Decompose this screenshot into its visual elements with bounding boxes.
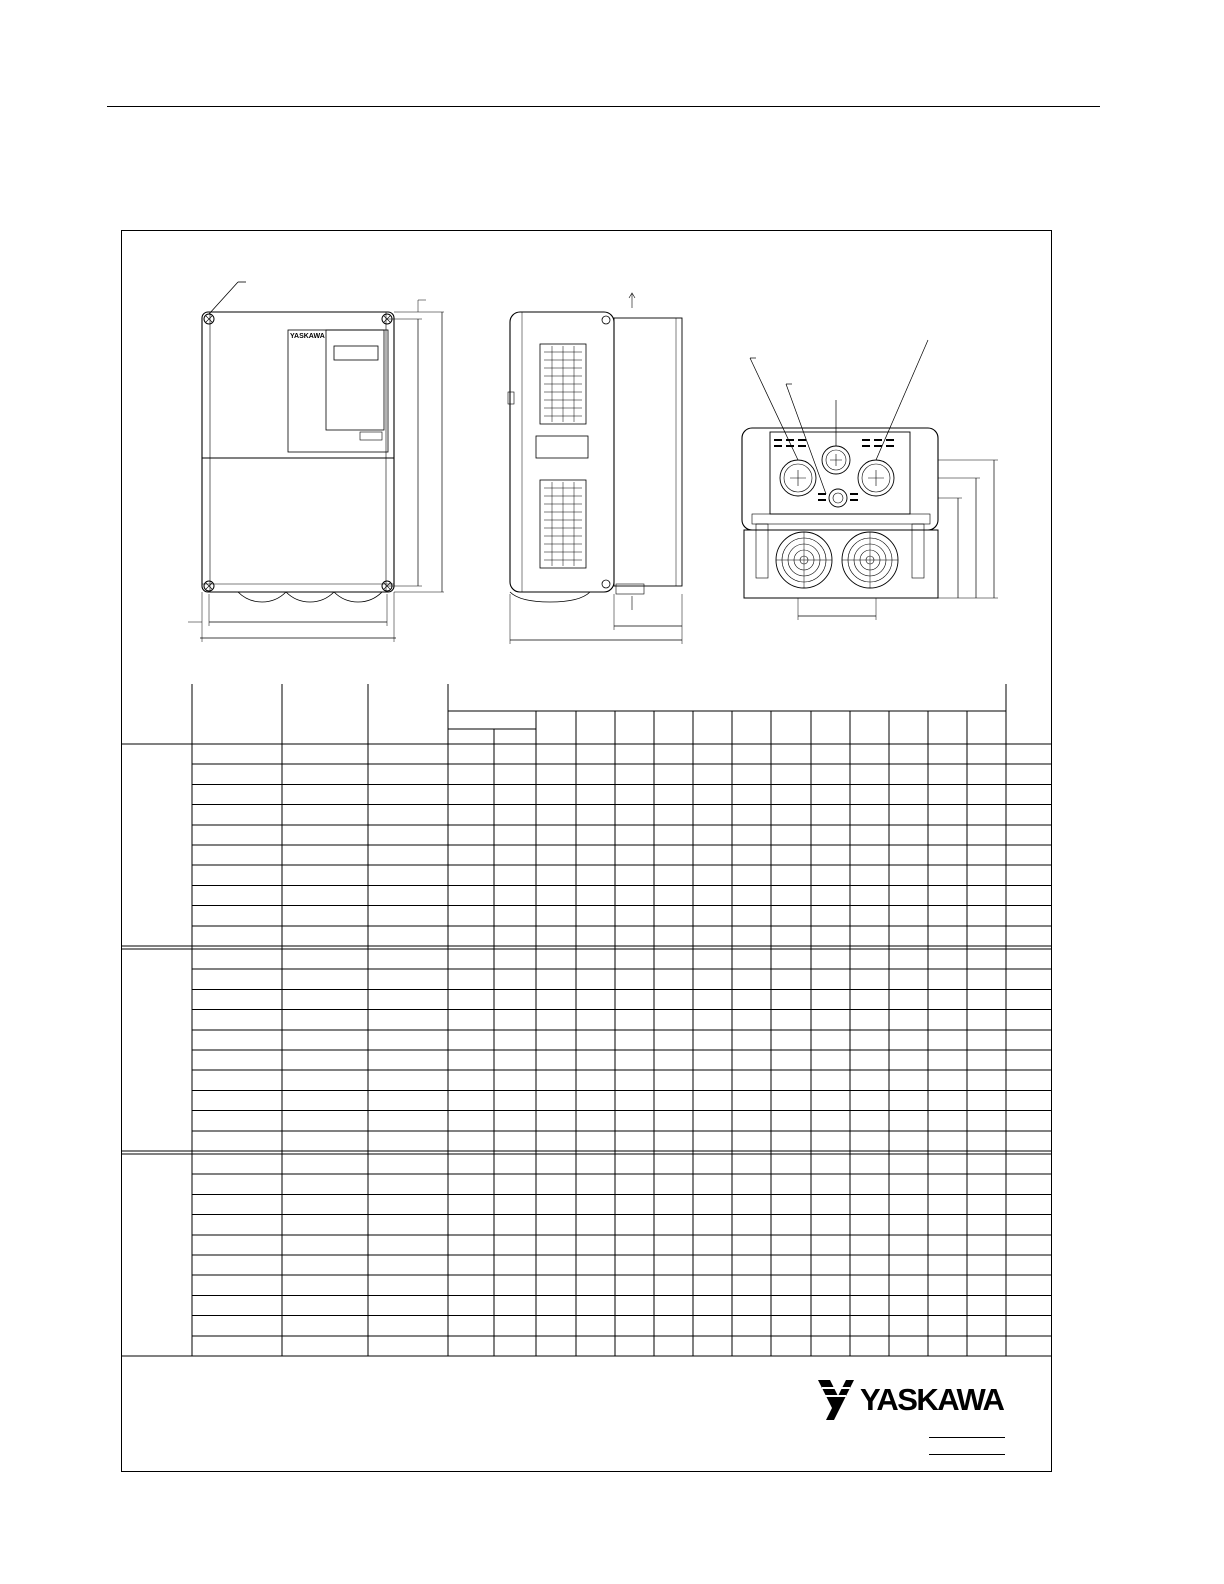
dimension-drawing <box>122 232 1051 684</box>
front-view <box>188 282 444 642</box>
yaskawa-wordmark: YASKAWA <box>860 1382 1004 1417</box>
signature-line-1 <box>929 1437 1005 1438</box>
drive-brand-label: YASKAWA <box>290 333 325 340</box>
signature-line-2 <box>929 1454 1005 1455</box>
header-rule <box>107 106 1100 107</box>
yaskawa-logo <box>816 1378 1026 1422</box>
side-view <box>508 293 682 644</box>
yaskawa-y-icon <box>816 1378 856 1422</box>
bottom-view <box>742 340 998 620</box>
dimension-table <box>122 684 1051 1361</box>
